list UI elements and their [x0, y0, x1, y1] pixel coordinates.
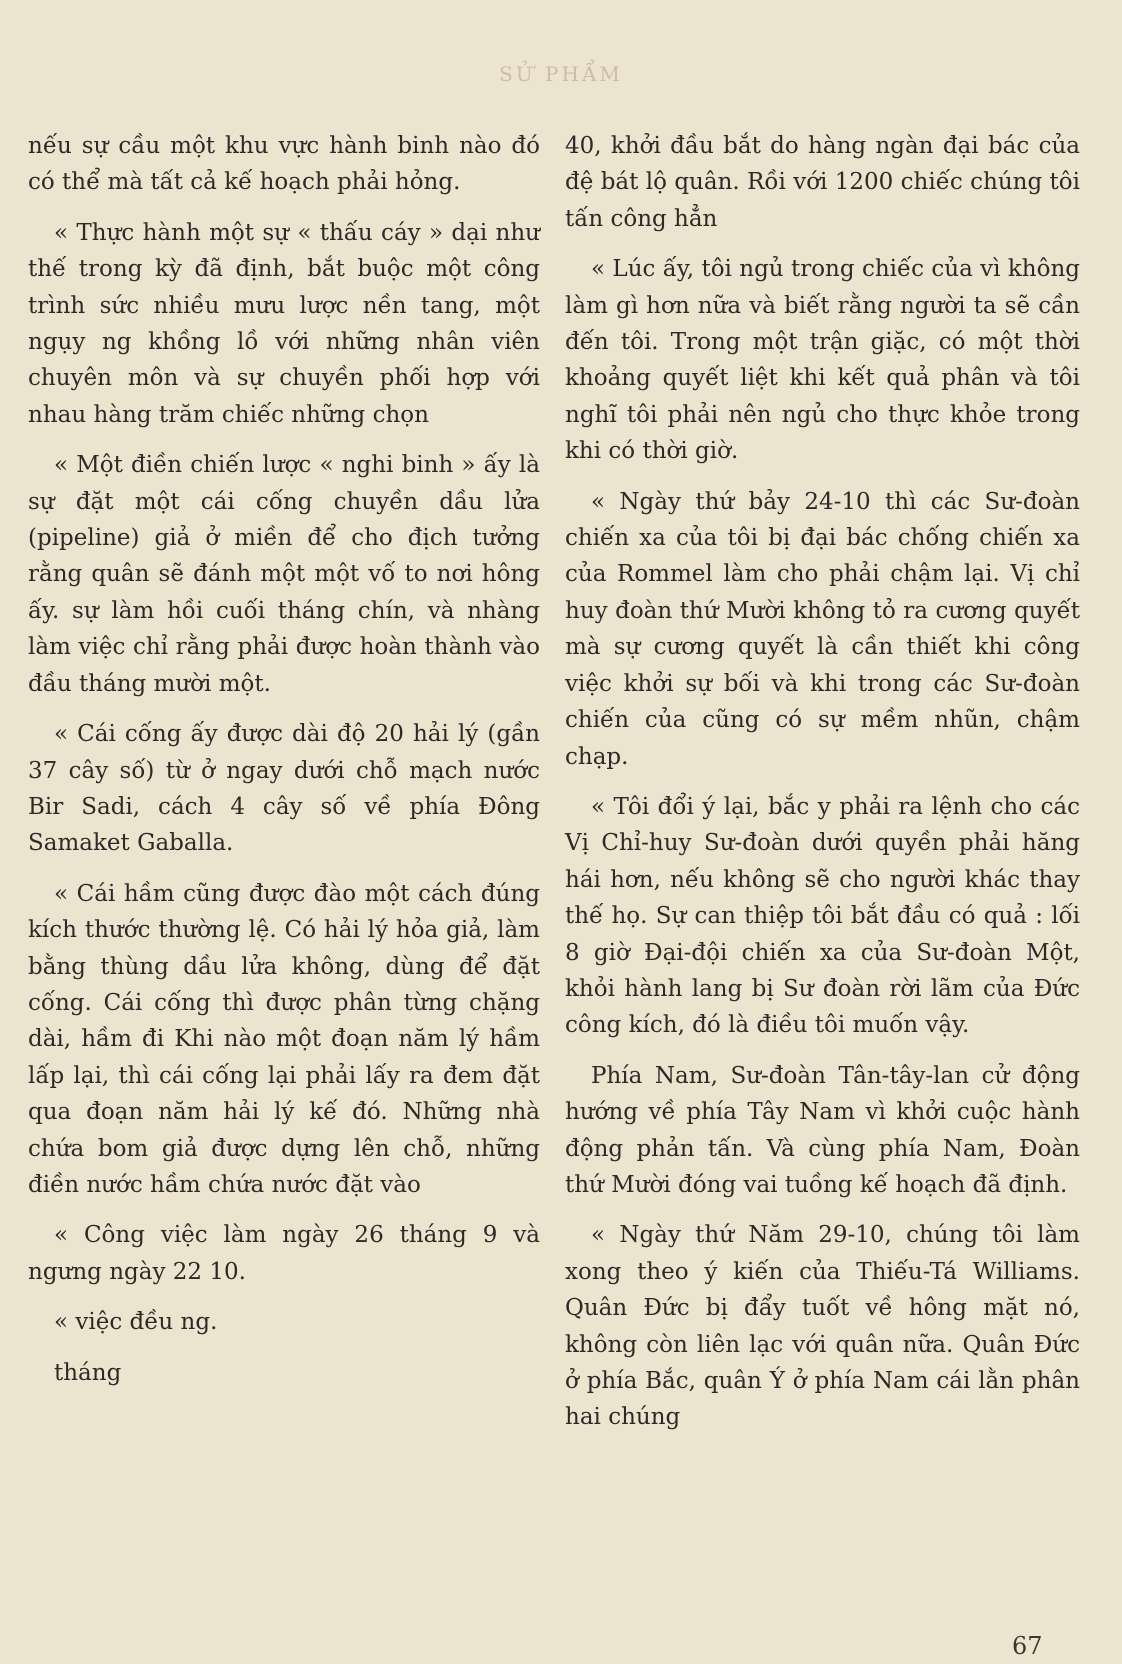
paragraph: « Tôi đổi ý lại, bắc y phải ra lệnh cho các Vị Chỉ-huy Sư-đoàn dưới quyền phải hăng hái hơn, nếu không sẽ cho người khác thay thế họ. Sự can thiệp tôi bắt đầu có quả : lối 8 giờ Đại-đội chiến xa của Sư-đoàn Một, khỏi hành lang bị Sư đoàn rời lãm của Đức công kích, đó là điều tôi muốn vậy. [565, 793, 1080, 1039]
paragraph: « Ngày thứ Năm 29-10, chúng tôi làm xong theo ý kiến của Thiếu-Tá Williams. Quân Đức bị đẩy tuốt về hông mặt nó, không còn liên lạc với quân nữa. Quân Đức ở phía Bắc, quân Ý ở phía Nam cái lằn phân hai chúng [565, 1222, 1080, 1431]
paragraph: « Thực hành một sự « thấu cáy » dại như thế trong kỳ đã định, bắt buộc một công trình sức nhiều mưu lược nền tang, một ngụy ng khồng lồ với những nhân viên chuyên môn và sự chuyền phối hợp với nhau hàng trăm chiếc những chọn [28, 219, 540, 428]
paragraph: « việc đều ng. [54, 1309, 218, 1336]
paragraph: Phía Nam, Sư-đoàn Tân-tây-lan cử động hướng về phía Tây Nam vì khởi cuộc hành động phản tấn. Và cùng phía Nam, Đoàn thứ Mười đóng vai tuồng kế hoạch đã định. [565, 1062, 1080, 1198]
paragraph: « Ngày thứ bảy 24-10 thì các Sư-đoàn chiến xa của tôi bị đại bác chống chiến xa của Rommel làm cho phải chậm lại. Vị chỉ huy đoàn thứ Mười không tỏ ra cương quyết mà sự cương quyết là cần thiết khi công việc khởi sự bối và khi trong các Sư-đoàn chiến của cũng có sự mềm nhũn, chậm chạp. [565, 488, 1080, 770]
paragraph: « Cái hầm cũng được đào một cách đúng kích thước thường lệ. Có hải lý hỏa giả, làm bằng thùng dầu lửa không, dùng để đặt cống. Cái cống thì được phân từng chặng dài, hầm đi Khi nào một đoạn năm lý hầm lấp lại, thì cái cống lại phải lấy ra đem đặt qua đoạn năm hải lý kế đó. Những nhà chứa bom giả được dựng lên chỗ, những điền nước hầm chứa nước đặt vào [28, 880, 540, 1198]
paragraph: « Một điền chiến lược « nghi binh » ấy là sự đặt một cái cống chuyền dầu lửa (pipeline) giả ở miền để cho địch tưởng rằng quân sẽ đánh một một vố to nơi hông ấy. sự làm hồi cuối tháng chín, và nhàng làm việc chỉ rằng phải được hoàn thành vào đầu tháng mười một. [28, 452, 540, 697]
right-column [565, 128, 1080, 1450]
page-number: 67 [1012, 1632, 1043, 1660]
paragraph: « Công việc làm ngày 26 tháng 9 và ngưng ngày 22 10. [28, 1222, 540, 1285]
paragraph: nếu sự cầu một khu vực hành binh nào đó có thể mà tất cả kế hoạch phải hỏng. [28, 133, 540, 196]
paragraph: « Lúc ấy, tôi ngủ trong chiếc của vì không làm gì hơn nữa và biết rằng người ta sẽ cần đến tôi. Trong một trận giặc, có một thời khoảng quyết liệt khi kết quả phân và tôi nghĩ tôi phải nên ngủ cho thực khỏe trong khi có thời giờ. [565, 256, 1080, 465]
running-header: SỬ PHẨM [499, 62, 623, 86]
paragraph: tháng [54, 1359, 122, 1386]
left-column [28, 128, 540, 1405]
paragraph: « Cái cống ấy được dài độ 20 hải lý (gần 37 cây số) từ ở ngay dưới chỗ mạch nước Bir Sadi, cách 4 cây số về phía Đông Samaket Gaballa. [28, 721, 540, 857]
paragraph: 40, khởi đầu bắt do hàng ngàn đại bác của đệ bát lộ quân. Rồi với 1200 chiếc chúng tôi tấn công hẳn [565, 133, 1080, 232]
